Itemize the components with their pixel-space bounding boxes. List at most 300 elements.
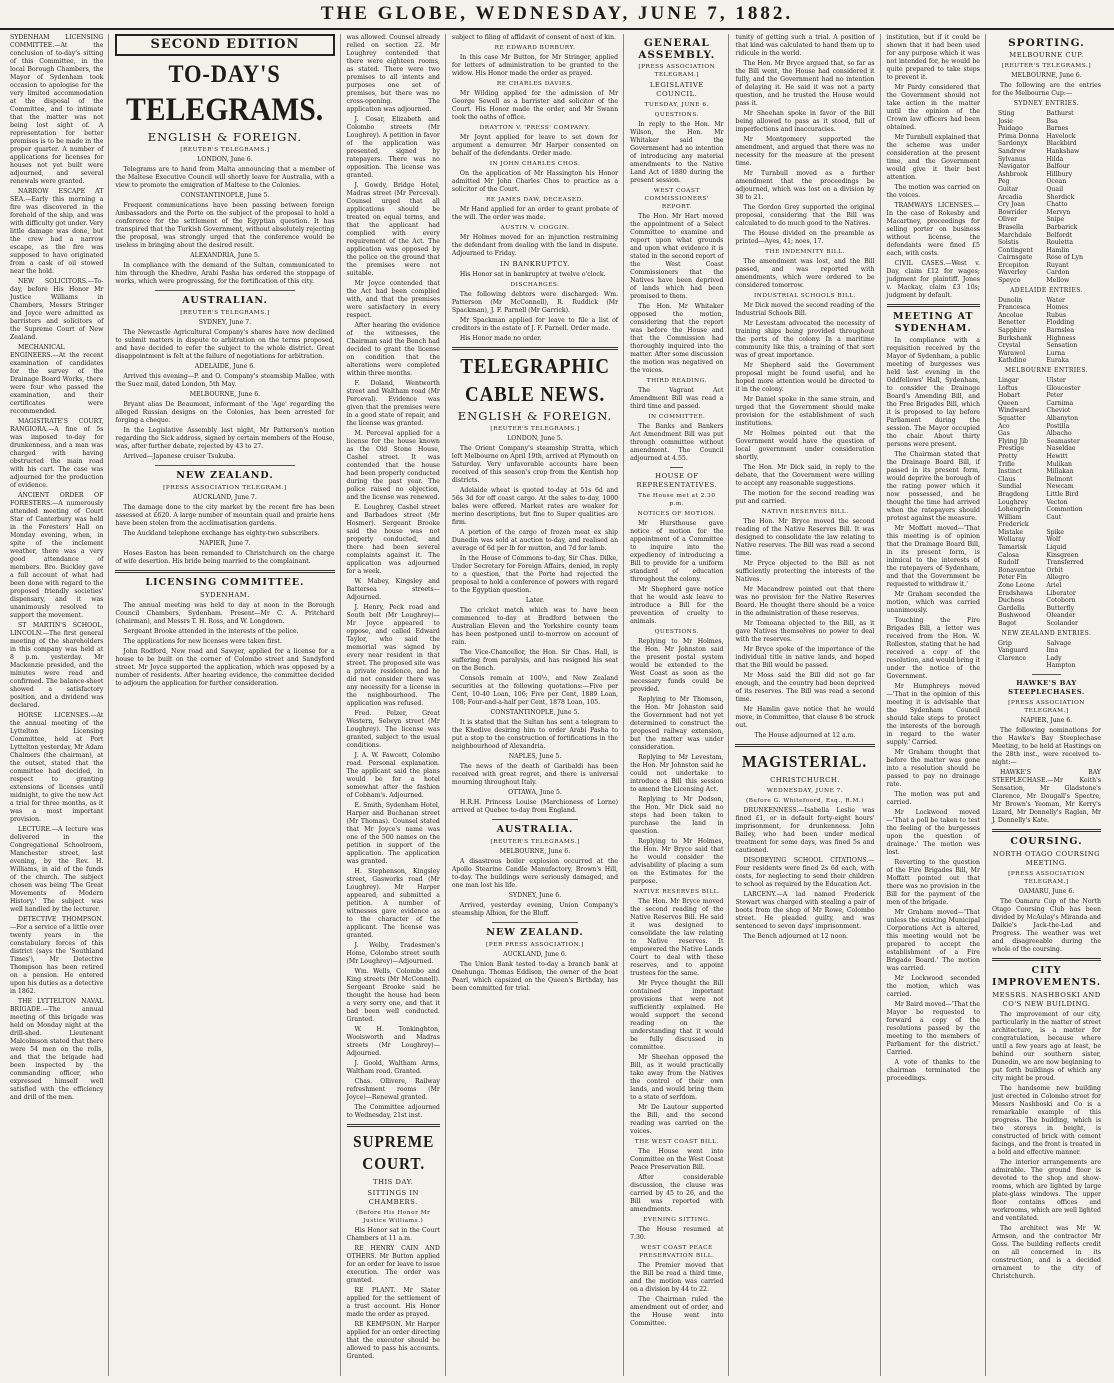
article-paragraph: In compliance with a requisition received by the Mayor of Sydenham, a public meeting of burgesses was held last evening in the Oddfellows' Hall, Sydenham, to consider the Drainage Board's Amending Bill, and the Free Brigades Bill, which it is proposed to lay before Parliament during the session. The Mayor occupied the chair. About thirty persons were present. xyxy=(886,337,980,448)
dateline: AUCKLAND, June 7. xyxy=(193,494,257,501)
horse-name: Belmont xyxy=(1046,475,1073,483)
entry-row xyxy=(998,297,1101,305)
hawkes-bay-heading: HAWKE'S BAY STEEPLECHASES. xyxy=(1008,678,1085,696)
article-paragraph: The interior arrangements are admirable. The ground floor is devoted to the shop and show-rooms, which are lighted by large plate-glass windows. The upper floor contains offices and workrooms, which are well lighted and ventilated. xyxy=(991,1158,1101,1222)
entry-row xyxy=(998,453,1101,461)
article-paragraph: TRAMWAYS LICENSES.—In the case of Rokesby and Macartney, proceedings for selling porter on business without license, the defendants were fined £5 each, with costs. xyxy=(886,202,980,257)
horse-name: Brasella xyxy=(997,223,1024,231)
session-time: The House met at 2.30 p.m. xyxy=(638,493,716,507)
entry-row xyxy=(998,407,1101,415)
article-paragraph: Consols remain at 100½, and New Zealand securities at the following quotations:—Five per Cent, 10-40 Loan, 106; Five per Cent, 1889 Loan, 108; Four-and-a-half per Cent, 1878 Loan, 105. xyxy=(451,675,619,706)
article-paragraph: J. Cosar, Elizabeth and Colombo streets (Mr Loughrey). A petition in favor of the application was presented, signed by ratepayers. There was no opposition. The license was granted. xyxy=(346,116,440,179)
horse-name: Quail xyxy=(1046,185,1064,193)
article-paragraph: The following debtors were discharged: Wm. Patterson (Mr McConnell), R. Ruddick (Mr Spackman), J. F. Parnell (Mr Garrick). xyxy=(451,291,619,314)
entry-row xyxy=(998,597,1101,605)
horse-name: Paidago xyxy=(997,125,1023,133)
article-paragraph: was allowed. Counsel already relied on section 22. Mr Loughrey contended that there were eighteen rooms, as stated. There were two premises to all intents and purposes one set of premises, but there was no cross-opening. The application was adjourned. xyxy=(346,34,440,113)
horse-name: Albanyton xyxy=(1046,414,1079,422)
column-5 xyxy=(630,34,729,1376)
horse-name: Scolander xyxy=(1046,620,1079,627)
north-otago-heading: NORTH OTAGO COURSING MEETING. xyxy=(992,849,1101,867)
horse-name: Trifle xyxy=(997,460,1015,468)
article-paragraph: The Hon. Mr Bryce moved the second reading of the Native Reserves Bill. It was designed to consolidate the law relating to Native reserves. The Bill was read a second time. xyxy=(735,518,875,557)
horse-name: Ulster xyxy=(1046,377,1066,384)
entry-row xyxy=(998,536,1101,544)
article-paragraph: The applications for new licenses were taken first. xyxy=(123,638,282,645)
article-paragraph: J. A. W. Fawcett, Colombo road. Personal explanation. The applicant said the plans would be for a hotel somewhat after the fashion of Cobham's. Adjourned. xyxy=(346,752,440,799)
horse-name: Duchess xyxy=(997,597,1025,605)
article-paragraph: Mr Daniel spoke in the same strain, and urged that the Government should make provision for the establishment of such institutions. xyxy=(735,396,875,427)
article-paragraph: Mr Joyce contended that the Act had been complied with, and that the premises were satisfactory in every respect. xyxy=(346,280,440,319)
dateline: MELBOURNE, June 6. xyxy=(189,391,261,398)
article-paragraph: Touching the Fire Brigades Bill, a letter was received from the Hon. W. Rolleston, stating that he had received a copy of the resolution, and would bring it under the notice of the Government. xyxy=(886,617,980,680)
horse-name: Aco xyxy=(997,422,1010,430)
horse-name: Claus xyxy=(997,475,1016,483)
article-paragraph: Mr Bryce spoke of the importance of the individual title in native lands, and hoped that the Bill would be passed. xyxy=(735,646,875,669)
case-heading: DRAYTON V. 'PRESS' COMPANY. xyxy=(479,125,591,131)
city-improvements-heading: CITY IMPROVEMENTS. xyxy=(991,964,1101,988)
article-paragraph: The Newcastle Agricultural Company's shares have now declined to submit matters in dispute to arbitration on the terms proposed, and have decided to refer the subject to the whole district. Great disappointment is felt at the failure of negotiations for arbitration. xyxy=(115,329,335,360)
horse-name: Queen xyxy=(997,399,1019,407)
supreme-court-heading: SUPREME COURT. xyxy=(352,1132,434,1173)
horse-name: Calosa xyxy=(997,551,1019,559)
entry-row xyxy=(998,392,1101,400)
article-paragraph: The Vice-Chancellor, the Hon. Sir Chas. Hall, is suffering from paralysis, and has resigned his seat on the Bench. xyxy=(451,649,619,672)
entry-row xyxy=(998,514,1101,529)
horse-name: Allegro xyxy=(1046,574,1070,582)
horse-name: Highness xyxy=(1046,334,1076,342)
horse-name: Ercepiton xyxy=(997,261,1029,269)
horse-name: Flodding xyxy=(1046,319,1075,327)
entry-row xyxy=(998,612,1101,620)
horse-name: Mellow xyxy=(1046,277,1070,285)
article-paragraph: His Honor made no order. xyxy=(459,335,542,342)
press-association-tag: [PRESS ASSOCIATION TELEGRAM.] xyxy=(1008,870,1085,885)
press-association-tag: [PER PRESS ASSOCIATION.] xyxy=(486,942,584,948)
horse-name: Bonaventue xyxy=(997,566,1036,574)
horse-name: Liberator xyxy=(1046,589,1076,597)
horse-name: Balfour xyxy=(1046,163,1070,171)
entry-row xyxy=(998,312,1101,320)
horse-name: Bushwood xyxy=(997,612,1031,620)
entry-row xyxy=(998,304,1101,312)
horse-name: Sapphire xyxy=(997,327,1027,335)
article-paragraph: On the application of Mr Hassington his Honor admitted Mr John Charles Chos to practice as a solicitor of the Court. xyxy=(451,170,619,193)
subheading: IN COMMITTEE. xyxy=(648,414,706,420)
article-paragraph: H.R.H. Princess Louise (Marchioness of Lorne) arrived at Quebec to-day from England. xyxy=(451,799,619,814)
nashboski-building-heading: MESSRS. NASHBOSKI AND CO'S NEW BUILDING. xyxy=(992,990,1101,1008)
horse-name: Water xyxy=(1046,296,1065,304)
article-paragraph: RE KEMPSON. Mr Harper applied for an order directing that the executor should be allowed to pass his accounts. Granted. xyxy=(346,1321,440,1360)
horse-name: Crystal xyxy=(997,342,1021,350)
horse-name: Seamaster xyxy=(1046,437,1080,445)
horse-name: Hankshaw xyxy=(1046,147,1080,155)
article-paragraph: Mr Levestam advocated the necessity of training ships being provided throughout the ports of the colony. In a maritime community like this, a training of that sort was of great importance. xyxy=(735,320,875,359)
article-paragraph: Mr Holmes moved for an injunction restraining the defendant from dealing with the land in dispute. Adjourned to Friday. xyxy=(451,234,619,257)
entry-row xyxy=(998,110,1101,118)
press-association-tag: [PRESS ASSOCIATION TELEGRAM.] xyxy=(163,485,287,491)
column-4 xyxy=(452,34,624,1376)
sydenham-subheading: SYDENHAM. xyxy=(199,591,250,599)
meeting-sydenham-heading: MEETING AT SYDENHAM. xyxy=(892,311,974,334)
horse-name: Marchdale xyxy=(997,231,1032,239)
article-paragraph: The Hon. Mr Bryce argued that, so far as the Bill went, the House had considered it fully, and the Government had no intention of delaying it. He said it was not a party question, and he trusted the House would pass it. xyxy=(735,60,875,107)
session-date: WEDNESDAY, JUNE 7. xyxy=(766,788,844,794)
article-paragraph: Frequent communications have been passing between foreign Ambassadors and the Porte on the subject of the proposal to hold a conference for the settlement of the Egyptian question. It has transpired that the Turkish Government, without absolutely rejecting the proposal, was strongly urged that the conference would be useless in bringing about the desired result. xyxy=(115,202,335,249)
horse-name: Sandrew xyxy=(997,147,1026,155)
entry-row xyxy=(998,468,1101,476)
horse-name: Little Bird xyxy=(1046,490,1079,498)
horse-name: Vanguard xyxy=(997,647,1029,655)
divider xyxy=(115,570,334,573)
article-paragraph: The motion was put and carried. xyxy=(886,791,980,806)
article-paragraph: Chas. Ollivere, Railway refreshment rooms (Mr Joyce)—Renewal granted. xyxy=(346,1078,440,1101)
entry-row xyxy=(998,423,1101,431)
dateline: MELBOURNE, June 6. xyxy=(499,848,571,855)
article-paragraph: Wm. Wells, Colombo and King streets (Mr McConnell). Sergeant Brooke said he thought the house had been a very sorry one, and that it had been well conducted. Granted. xyxy=(346,968,440,1023)
article-paragraph: His Honor sat in bankruptcy at twelve o'clock. xyxy=(459,271,606,278)
horse-name: Ima xyxy=(1046,647,1059,655)
article-paragraph: The House divided on the preamble as printed—Ayes, 41; noes, 17. xyxy=(735,230,875,245)
entry-row xyxy=(998,148,1101,156)
subheading: THE INDEMNITY BILL. xyxy=(765,249,845,255)
entry-row xyxy=(998,232,1101,240)
subheading: WEST COAST COMMISSIONERS' REPORT. xyxy=(644,188,710,210)
horse-name: Belfordt xyxy=(1046,231,1072,239)
entry-row xyxy=(998,350,1101,358)
article-paragraph: The Orient Company's steamship Stratta, which left Melbourne on April 19th, arrived at Plymouth on Saturday. Very unfavorable accounts have been received of this season's crop from the Kentish hop districts. xyxy=(451,445,619,484)
horse-name: Lurna xyxy=(1046,349,1066,357)
article-paragraph: Mr Humphreys moved—'That in the opinion of this meeting it is advisable that the Sydenham Council should take steps to protect the interests of the borough in regard to the water supply.' Carried. xyxy=(886,683,980,746)
article-paragraph: MAGISTRATE'S COURT, RANGIORA.—A fine of 5s was imposed to-day for drunkenness, and a man was charged with having obstructed the main road with his cart. The case was adjourned for the production of evidence. xyxy=(10,418,104,489)
dateline: OTTAWA, June 5. xyxy=(508,789,562,796)
article-paragraph: The architect was Mr W. Armson, and the contractor Mr Goss. The building reflects credit on all concerned in its construction, and is a decided ornament to the city of Christchurch. xyxy=(991,1224,1101,1280)
article-paragraph: RE HENRY CAIN AND OTHERS. Mr Button applied for an order for leave to issue execution. The order was granted. xyxy=(346,1245,440,1284)
horse-name: Instinct xyxy=(997,468,1022,476)
entry-row xyxy=(998,156,1101,164)
press-association-tag: [PRESS ASSOCIATION TELEGRAM.] xyxy=(638,64,716,78)
entry-row xyxy=(998,544,1101,552)
dateline: LONDON, June 6. xyxy=(197,156,253,163)
horse-name: Sundial xyxy=(997,483,1022,491)
entry-row xyxy=(998,430,1101,438)
divider xyxy=(992,958,1101,961)
article-paragraph: The motion for the second reading was put and carried. xyxy=(735,490,875,505)
horse-name: William Frederick xyxy=(997,513,1029,529)
nz-entries-list xyxy=(998,640,1101,670)
article-paragraph: Replying to Mr Thomson, the Hon. Mr Johnston said the Government had not yet determined to construct the proposed railway extension, but the matter was under consideration. xyxy=(630,696,724,751)
masthead xyxy=(0,0,1114,30)
reuters-tag: [REUTER'S TELEGRAMS.] xyxy=(1001,63,1092,69)
article-paragraph: NEW SOLICITORS.—To-day, before His Honor Mr Justice Williams in Chambers, Messrs Stringer and Joyce were admitted as barristers and solicitors of the Supreme Court of New Zealand. xyxy=(10,278,104,341)
telegraphic-heading: TELEGRAPHIC xyxy=(460,354,610,378)
subheading: NOTICES OF MOTION. xyxy=(637,511,716,517)
horse-name: Ashbrook xyxy=(997,170,1028,178)
entry-row xyxy=(998,118,1101,126)
entry-row xyxy=(998,178,1101,186)
divider xyxy=(887,304,980,307)
subheading: WEST COAST PEACE PRESERVATION BILL. xyxy=(639,1245,715,1259)
adjournment-note: The House adjourned at 12 a.m. xyxy=(754,732,856,739)
article-paragraph: A portion of the cargo of frozen meat ex ship Dunedin was sold at auction to-day, and realised an average of 6d per lb for mutton, and 7d for lamb. xyxy=(451,529,619,552)
adelaide-entries-heading: ADELAIDE ENTRIES. xyxy=(1010,286,1083,294)
horse-name: Barbarick xyxy=(1046,223,1078,231)
english-foreign-heading: ENGLISH & FOREIGN. xyxy=(147,130,303,144)
article-paragraph: The annual meeting was held to day at noon in the Borough Council Chambers, Sydenham. Present—Mr C. A. Pritchard (chairman), and Messrs T. H. Ross, and W. Longdown. xyxy=(115,602,335,625)
horse-name: Francesca xyxy=(997,304,1031,312)
article-paragraph: NARROW ESCAPE AT SEA.—Early this morning a fire was discovered in the forehold of the ship, and was with difficulty got under. Very little damage was done, but the crew had a narrow escape, as the fire was supposed to have originated from a cask of oil stowed near the hold. xyxy=(10,188,104,275)
horse-name: Wolf xyxy=(1046,536,1061,544)
article-paragraph: The news of the death of Garibaldi has been received with great regret, and there is universal mourning throughout Italy. xyxy=(451,763,619,786)
horse-name: Ancolue xyxy=(997,311,1024,319)
australia-heading: AUSTRALIA. xyxy=(496,824,574,835)
article-paragraph: The Chairman stated that the Drainage Board Bill, if passed in its present form, would deprive the borough of the rating power which it now possessed, and he thought the time had arrived when the ratepayers should protest against the measure. xyxy=(886,451,980,522)
divider xyxy=(1032,674,1061,675)
second-edition-banner: SECOND EDITION xyxy=(115,34,334,56)
article-paragraph: The Bench adjourned at 12 noon. xyxy=(743,933,849,940)
article-paragraph: The Gordon Grey supported the original proposal, considering that the Bill was calculated to do much good to the Natives. xyxy=(735,204,875,227)
entry-row xyxy=(998,262,1101,270)
this-day-subheading: THIS DAY. xyxy=(373,1178,414,1186)
dateline: NAPIER, June 7. xyxy=(199,540,251,547)
article-paragraph: It is stated that the Sultan has sent a telegram to the Khedive desiring him to order Arabi Pasha to put a stop to the construction of fortifications in the neighbourhood of Alexandria. xyxy=(451,719,619,750)
case-heading: RE JAMES DAW, DECEASED. xyxy=(486,197,584,203)
dateline: CONSTANTINOPLE, June 5. xyxy=(490,709,580,716)
article-paragraph: W. Mabey, Kingsley and Battersea streets—Adjourned. xyxy=(346,578,440,601)
reuters-tag: [REUTER'S TELEGRAMS.] xyxy=(180,147,270,153)
newspaper-title: THE GLOBE, WEDNESDAY, JUNE 7, 1882. xyxy=(320,3,794,24)
dateline: ADELAIDE, June 6. xyxy=(194,363,256,370)
entry-row xyxy=(998,277,1101,285)
entry-row xyxy=(998,506,1101,514)
english-foreign-heading: ENGLISH & FOREIGN. xyxy=(457,409,613,423)
melbourne-cup-heading: MELBOURNE CUP. xyxy=(1009,51,1084,59)
article-paragraph: Hoses Easton has been remanded to Christchurch on the charge of wife desertion. His bride being married to the complainant. xyxy=(115,550,335,565)
article-paragraph: Mr Moffatt moved—'That this meeting is of opinion that the Drainage Board Bill, in its present form, is inimical to the interests of the ratepayers of Sydenham, and that the Government be requested to withdraw it.' xyxy=(886,525,980,588)
entry-row xyxy=(998,254,1101,262)
article-paragraph: The Premier moved that the Bill be read a third time, and the motion was carried on a division by 44 to 22. xyxy=(630,1262,724,1293)
horse-name: Squatter xyxy=(997,414,1026,422)
article-paragraph: E. Smith, Sydenham Hotel, Harper and Buchanan street (Mr Thomas). Counsel stated that Mr Joyce's name was one of the 500 names on the petition in support of the application. The application was granted. xyxy=(346,802,440,865)
horse-name: Lady Hampton xyxy=(1046,654,1076,670)
horse-name: Speyco xyxy=(997,277,1021,285)
horse-name: Cotoborn xyxy=(1046,597,1076,605)
horse-name: Warawol xyxy=(997,349,1026,357)
chambers-subheading: SITTINGS IN CHAMBERS. xyxy=(367,1189,419,1206)
subheading: THE WEST COAST BILL. xyxy=(634,1139,719,1145)
horse-name: Lohengrin xyxy=(997,506,1031,514)
horse-name: Gas xyxy=(997,430,1010,438)
article-paragraph: Adelaide wheat is quoted to-day at 51s 6d and 56s 3d for off coast cargo. At the sales to-day, 1000 bales were offered. Market rates are weaker for merino descriptions, but fine to Super qualities are firm. xyxy=(451,487,619,526)
entry-row xyxy=(998,357,1101,365)
article-paragraph: The Hon. Mr Whitaker opposed the motion, considering that the report was before the House and that the Commission had thoroughly inquired into the matter. After some discussion the motion was negatived on the voices. xyxy=(630,303,724,374)
horse-name: Sardonyx xyxy=(997,140,1028,148)
new-zealand-heading: NEW ZEALAND. xyxy=(486,927,584,938)
article-paragraph: J. Gowdy, Bridge Hotel, Madras street (Mr Perceval). Counsel urged that all applications should be treated on equal terms, and that the applicant had complied with every requirement of the Act. The application was opposed by the police on the ground that the premises were not suitable. xyxy=(346,182,440,277)
article-paragraph: Mr Sheehan opposed the Bill, as it would practically take away from the Natives the control of their own lands, and would bring them to a state of serfdom. xyxy=(630,1054,724,1101)
article-paragraph: The House went into Committee on the West Coast Peace Preservation Bill. xyxy=(630,1148,724,1171)
australian-heading: AUSTRALIAN. xyxy=(182,295,268,306)
article-paragraph: Mr Graham seconded the motion, which was carried unanimously. xyxy=(886,591,980,614)
article-paragraph: In the House of Commons to-day, Sir Chas. Dilke, Under Secretary for Foreign Affairs, denied, in reply to a question, that the Porte had rejected the proposal to hold a conference of powers with regard to the Egyptian question. xyxy=(451,555,619,594)
horse-name: Dunolin xyxy=(997,296,1023,304)
article-paragraph: Mr Shepherd said the Government proposal might be found useful, and he hoped more attention would be directed to it in the colony. xyxy=(735,362,875,393)
horse-name: Mervyn xyxy=(1046,208,1071,216)
article-paragraph: Mr Turnbull explained that the scheme was under consideration at the present time, and the Government would give it their best attention. xyxy=(886,134,980,181)
cable-news-heading: CABLE NEWS. xyxy=(464,382,606,406)
horse-name: Homes xyxy=(1046,304,1069,312)
divider xyxy=(992,829,1101,832)
article-paragraph: The improvement of our city, particularly in the matter of street architecture, is a matter for congratulation, because where until a few years ago at least, be behind our southern sister, Dunedin, we are now beginning to put forth buildings of which any city might be proud. xyxy=(991,1010,1101,1082)
article-paragraph: Arrived—Japanese cruiser Tsukuba. xyxy=(123,453,236,460)
horse-name: Peg xyxy=(997,178,1010,186)
article-paragraph: RE PLANT. Mr Slater applied for the settlement of a trust account. His Honor made the order as prayed. xyxy=(346,1287,440,1318)
column-1 xyxy=(10,34,109,1376)
horse-name: Gloucester xyxy=(1046,384,1081,392)
dateline: LONDON, June 5. xyxy=(507,435,563,442)
telegrams-heading: TELEGRAMS. xyxy=(126,92,324,128)
case-heading: RE EDWARD BURBURY. xyxy=(494,45,576,51)
horse-name: Transferred xyxy=(1046,559,1084,567)
divider xyxy=(155,465,294,466)
article-paragraph: Fred. Pelzer, Great Western, Selwyn street (Mr Loughrey). The license was granted, subject to the usual conditions. xyxy=(346,710,440,749)
entry-row xyxy=(998,655,1101,670)
entry-row xyxy=(998,400,1101,408)
article-paragraph: The amendment was lost, and the Bill passed, and was reported with amendments, which were ordered to be considered tomorrow. xyxy=(735,258,875,289)
subheading: EVENING SITTING. xyxy=(643,1217,711,1223)
horse-name: Barnes xyxy=(1046,125,1069,133)
article-paragraph: CIVIL CASES.—West v. Day, claim £12 for wages; judgment for plaintiff. Jones v. Mackay, claim £3 10s; judgment by default. xyxy=(886,260,980,299)
article-paragraph: His Honor sat in the Court Chambers at 11 a.m. xyxy=(346,1227,440,1242)
subheading: INDUSTRIAL SCHOOLS BILL. xyxy=(754,293,857,299)
horse-name: Josie xyxy=(997,117,1013,125)
dateline: SYDNEY, June 7. xyxy=(198,319,252,326)
article-paragraph: The Hon. Mr Hart moved the appointment of a Select Committee to examine and report upon what grounds and upon what evidence it is stated in the second report of the West Coast Commissioners that the Natives have been deprived of lands which had been promised to them. xyxy=(630,213,724,300)
horse-name: Lingar xyxy=(997,377,1019,384)
article-paragraph: Mr Sheehan spoke in favor of the Bill being allowed to pass as it stood, full of imperfections and inaccuracies. xyxy=(735,110,875,133)
entry-row xyxy=(998,461,1101,469)
entry-row xyxy=(998,186,1101,194)
bench-note: (Before G. Whitefoord, Esq., R.M.) xyxy=(745,798,865,804)
article-paragraph: Mr Turnbull moved as a further amendment that the proceedings be adjourned, which was lost on a division by 38 to 21. xyxy=(735,170,875,201)
horse-name: Bowrider xyxy=(997,208,1028,216)
entry-row xyxy=(998,483,1101,491)
horse-name: Cheviot xyxy=(1046,407,1071,415)
entry-row xyxy=(998,163,1101,171)
horse-name: Benetter xyxy=(997,319,1026,327)
column-8 xyxy=(992,34,1106,1376)
sydney-entries-list xyxy=(998,110,1101,285)
horse-name: Waverley xyxy=(997,269,1027,277)
horse-name: Rubus xyxy=(1046,311,1067,319)
horse-name: Loftus xyxy=(997,384,1018,392)
article-paragraph: Mr Hamlin gave notice that he would move, in Committee, that clause 8 be struck out. xyxy=(735,706,875,729)
entry-row xyxy=(998,590,1101,598)
horse-name: Mulikan xyxy=(1046,460,1073,468)
article-paragraph: Mr Shepherd gave notice that he would ask leave to introduce a Bill for the prevention of cruelty to animals. xyxy=(630,586,724,625)
horse-name: Rose of Lyn xyxy=(1046,254,1083,262)
article-paragraph: The following are the entries for the Melbourne Cup:— xyxy=(991,82,1101,97)
article-paragraph: After hearing the evidence of the witnesses, the Chairman said the Bench had decided to grant the license on condition that the alterations were completed within three months. xyxy=(346,322,440,377)
melbourne-entries-heading: MELBOURNE ENTRIES. xyxy=(1004,367,1088,374)
article-paragraph: MECHANICAL ENGINEERS.—At the recent examination of candidates for the survey of the Drainage Board Works, there were four who passed the examination, and their certificates were recommended. xyxy=(10,344,104,415)
horse-name: Carnima xyxy=(1046,399,1074,407)
dateline: MELBOURNE, June 6. xyxy=(1011,72,1082,79)
entry-row xyxy=(998,385,1101,393)
horse-name: Ariel xyxy=(1046,582,1062,590)
horse-name: Burkshank xyxy=(997,334,1032,342)
entry-row xyxy=(998,335,1101,343)
horse-name: Kinsgreen xyxy=(1046,551,1079,559)
horse-name: Spike xyxy=(1046,528,1064,536)
article-paragraph: A disastrous boiler explosion occurred at the Apollo Stearine Candle Manufactory, Brown's Hill, to-day. The buildings were seriously damaged, and one man lost his life. xyxy=(451,858,619,889)
article-paragraph: tunity of getting such a trial. A position of that kind was calculated to hand them up to ridicule in the world. xyxy=(735,34,875,57)
reuters-tag: [REUTER'S TELEGRAMS.] xyxy=(490,426,580,432)
article-paragraph: Mr Tomoana objected to the Bill, as it gave Natives themselves no power to deal with the reserves. xyxy=(735,620,875,643)
horse-name: Barnslea xyxy=(1046,327,1075,335)
article-paragraph: Arrived, yesterday evening, Union Company's steamship Albion, for the Bluff. xyxy=(451,902,619,917)
divider xyxy=(155,290,294,291)
horse-name: Sherdick xyxy=(1046,193,1075,201)
article-paragraph: In compliance with the demand of the Sultan, communicated to him through the Khedive, Arabi Pasha has ordered the stoppage of works, which were progressing, for the fortification of this city. xyxy=(115,262,335,285)
article-paragraph: subject to filing of affidavit of consent of next of kin. xyxy=(451,34,616,41)
entry-row xyxy=(998,247,1101,255)
horse-name: Bagot xyxy=(997,620,1017,627)
article-paragraph: A vote of thanks to the chairman terminated the proceedings. xyxy=(886,1059,980,1082)
article-paragraph: After considerable discussion, the clause was carried by 45 to 26, and the Bill was reported with amendments. xyxy=(630,1174,724,1213)
horse-name: Sylvanus xyxy=(997,155,1026,163)
article-paragraph: HORSE LICENSES.—At the annual meeting of the Lyttelton Licensing Committee, held at Port Lyttelton yesterday, Mr Adam Chalmers (the chairman), at the outset, stated that the committee had decided, in respect to granting extensions of licenses until midnight, to give the new Act a trial for three months, as it was a most important provision. xyxy=(10,712,104,823)
article-paragraph: Reverting to the question of the Fire Brigades Bill, Mr Moffatt pointed out that there was no provision in the Bill for the payment of the men of the brigade. xyxy=(886,859,980,906)
horse-name: Chatto xyxy=(1046,201,1068,209)
entry-row xyxy=(998,415,1101,423)
horse-name: Contingent xyxy=(997,246,1033,254)
column-2 xyxy=(115,34,340,1376)
divider xyxy=(670,467,683,468)
horse-name: Salvage xyxy=(1046,639,1072,647)
session-date: TUESDAY, JUNE 6. xyxy=(644,102,709,108)
article-paragraph: institution, but if it could be shown that it had been used for any purpose which it was not intended for, he would be quite prepared to take steps to prevent it. xyxy=(886,34,980,81)
divider xyxy=(347,1124,440,1127)
article-paragraph: The House resumed at 7.30. xyxy=(630,1226,724,1241)
entry-row xyxy=(998,140,1101,148)
article-paragraph: ST MARTIN'S SCHOOL, LINCOLN.—The first general meeting of the shareholders in this company was held at 8 p.m. yesterday. Mr Mackenzie presided, and the minutes were read and confirmed. The balance-sheet showed a satisfactory position, and a dividend was declared. xyxy=(10,622,104,709)
horse-name: Bragdong xyxy=(997,490,1029,498)
horse-name: Commotion xyxy=(1046,506,1083,514)
entry-row xyxy=(998,319,1101,327)
nz-entries-heading: NEW ZEALAND ENTRIES. xyxy=(1001,629,1092,637)
entry-row xyxy=(998,552,1101,560)
horse-name: Sting xyxy=(997,110,1015,117)
christchurch-subheading: CHRISTCHURCH. xyxy=(770,776,840,784)
entry-row xyxy=(998,647,1101,655)
horse-name: Bathurst xyxy=(1046,110,1074,117)
article-paragraph: The Banks and Bankers Act Amendment Bill was put through committee without amendment. The Council adjourned at 4.55. xyxy=(630,423,724,462)
horse-name: Windward xyxy=(997,407,1031,415)
entry-row xyxy=(998,491,1101,499)
article-paragraph: J. Goold, Waltham Arms, Waltham road. Granted. xyxy=(346,1060,440,1075)
entry-row xyxy=(998,476,1101,484)
article-paragraph: In reply to the Hon. Mr Wilson, the Hon. Mr Whitaker said the Government had no intention of introducing any material amendments to the Native Land Act of 1880 during the present session. xyxy=(630,121,724,184)
sporting-heading: SPORTING. xyxy=(1008,37,1085,49)
horse-name: Solstis xyxy=(997,239,1019,247)
dateline: NAPLES, June 5. xyxy=(508,753,562,760)
article-paragraph: The Oamaru Cup of the North Otago Coursing Club has been divided by McAulay's Miranda and Dalkie's Jack-the-Lad and Progress. The weather was wet and disagreeable during the whole of the coursing. xyxy=(991,897,1101,953)
dateline: NAPIER, June 6. xyxy=(1020,716,1073,724)
horse-name: Zone Leone xyxy=(997,582,1035,590)
melbourne-entries-list xyxy=(998,377,1101,628)
horse-name: Hamlin xyxy=(1046,246,1070,254)
